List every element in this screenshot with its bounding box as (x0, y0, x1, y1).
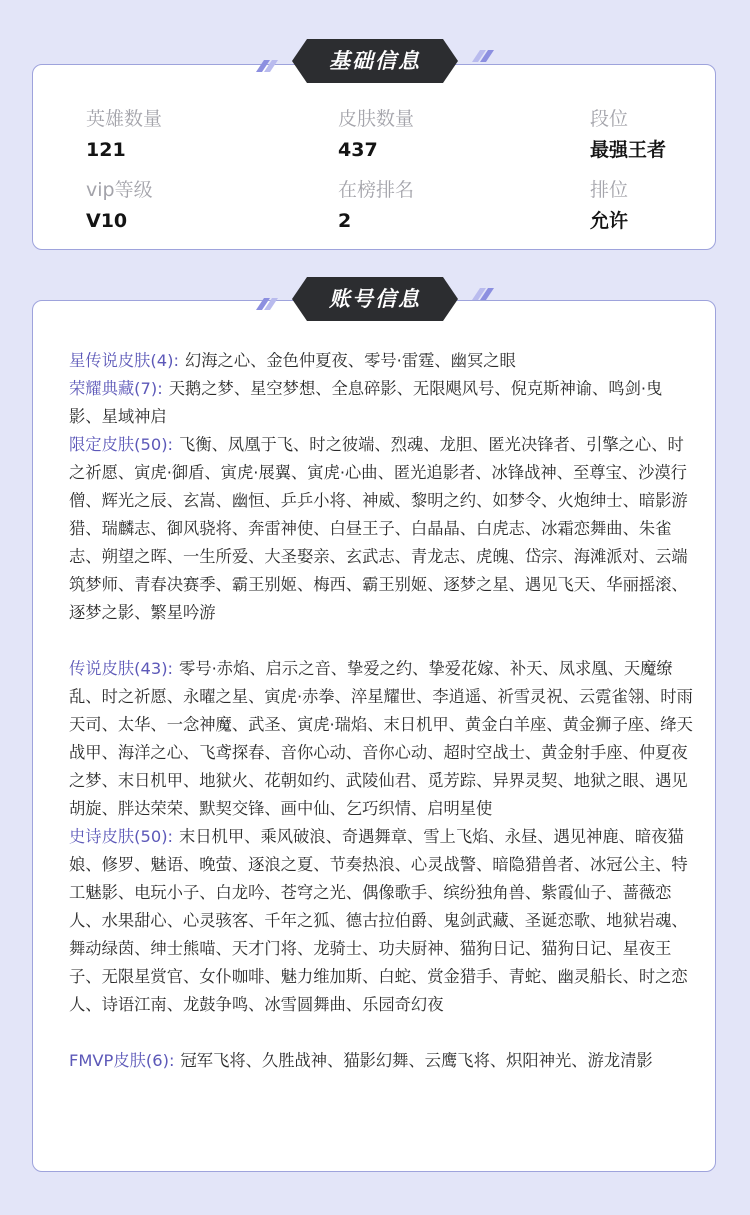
skin-items: 末日机甲、乘风破浪、奇遇舞章、雪上飞焰、永昼、遇见神鹿、暗夜猫娘、修罗、魅语、晚萤、逐浪之夏、节奏热浪、心灵战警、暗隐猎兽者、冰冠公主、特工魅影、电玩小子、白龙吟、苍穹之光、偶像歌手、缤纷独角兽、紫霞仙子、蔷薇恋人、水果甜心、心灵骇客、千年之狐、德古拉伯爵、鬼剑武藏、圣诞恋歌、地狱岩魂、舞动绿茵、绅士熊喵、天才门将、龙骑士、功夫厨神、猫狗日记、猫狗日记、星夜王子、无限星赏官、女仆咖啡、魅力维加斯、白蛇、赏金猎手、青蛇、幽灵船长、时之恋人、诗语江南、龙鼓争鸣、冰雪圆舞曲、乐园奇幻夜 (69, 827, 688, 1014)
stat-label: 排位 (590, 179, 629, 201)
stat-rank-tier (590, 107, 666, 162)
section-title-basic (250, 38, 500, 84)
stat-value: 121 (86, 139, 126, 161)
stat-label: 皮肤数量 (338, 108, 415, 130)
skin-items: 飞衡、凤凰于飞、时之彼端、烈魂、龙胆、匿光决锋者、引擎之心、时之祈愿、寅虎·御盾、寅虎·展翼、寅虎·心曲、匿光追影者、冰锋战神、至尊宝、沙漠行僧、辉光之辰、玄嵩、幽恒、乒乒小将、神威、黎明之约、如梦令、火炮绅士、暗影游猎、瑞麟志、御风骁将、奔雷神使、白昼王子、白晶晶、白虎志、冰霜恋舞曲、朱雀志、朔望之晖、一生所爱、大圣娶亲、玄武志、青龙志、虎魄、岱宗、海滩派对、云端筑梦师、青春决赛季、霸王别姬、梅西、霸王别姬、逐梦之星、遇见飞天、华丽摇滚、逐梦之影、繁星吟游 (69, 435, 688, 622)
skin-category-label: 史诗皮肤(50) (69, 827, 168, 846)
stat-value: 2 (338, 210, 352, 232)
stat-label: vip等级 (86, 179, 153, 201)
skin-group-limited: 限定皮肤(50): 飞衡、凤凰于飞、时之彼端、烈魂、龙胆、匿光决锋者、引擎之心、时之祈愿、寅虎·御盾、寅虎·展翼、寅虎·心曲、匿光追影者、冰锋战神、至尊宝、沙漠行僧、辉光之辰、玄嵩、幽恒、乒乒小将、神威、黎明之约、如梦令、火炮绅士、暗影游猎、瑞麟志、御风骁将、奔雷神使、白昼王子、白晶晶、白虎志、冰霜恋舞曲、朱雀志、朔望之晖、一生所爱、大圣娶亲、玄武志、青龙志、虎魄、岱宗、海滩派对、云端筑梦师、青春决赛季、霸王别姬、梅西、霸王别姬、逐梦之星、遇见飞天、华丽摇滚、逐梦之影、繁星吟游 (69, 435, 688, 622)
stat-label: 在榜排名 (338, 179, 415, 201)
stat-leaderboard-rank (338, 178, 414, 233)
basic-info-card (32, 64, 716, 250)
account-info-card (32, 300, 716, 1172)
stat-label: 英雄数量 (86, 108, 163, 130)
skin-items: 零号·赤焰、启示之音、挚爱之约、挚爱花嫁、补天、凤求凰、天魔缭乱、时之祈愿、永曜之星、寅虎·赤拳、淬星耀世、李逍遥、祈雪灵祝、云霓雀翎、时雨天司、太华、一念神魔、武圣、寅虎·瑞焰、末日机甲、黄金白羊座、黄金狮子座、绛天战甲、海洋之心、飞鸢探春、音你心动、音你心动、超时空战士、黄金射手座、仲夏夜之梦、末日机甲、地狱火、花朝如约、武陵仙君、觅芳踪、异界灵契、地狱之眼、遇见胡旋、胖达荣荣、默契交锋、画中仙、乞巧织情、启明星使 (69, 659, 693, 818)
skin-category-label: 星传说皮肤(4) (69, 351, 174, 370)
stat-value: 437 (338, 139, 378, 161)
stat-label: 段位 (590, 108, 629, 130)
skin-category-label: 限定皮肤(50) (69, 435, 168, 454)
stat-value: 最强王者 (590, 139, 667, 161)
skin-group-epic: 史诗皮肤(50): 末日机甲、乘风破浪、奇遇舞章、雪上飞焰、永昼、遇见神鹿、暗夜猫娘、修罗、魅语、晚萤、逐浪之夏、节奏热浪、心灵战警、暗隐猎兽者、冰冠公主、特工魅影、电玩小子、白龙吟、苍穹之光、偶像歌手、缤纷独角兽、紫霞仙子、蔷薇恋人、水果甜心、心灵骇客、千年之狐、德古拉伯爵、鬼剑武藏、圣诞恋歌、地狱岩魂、舞动绿茵、绅士熊喵、天才门将、龙骑士、功夫厨神、猫狗日记、猫狗日记、星夜王子、无限星赏官、女仆咖啡、魅力维加斯、白蛇、赏金猎手、青蛇、幽灵船长、时之恋人、诗语江南、龙鼓争鸣、冰雪圆舞曲、乐园奇幻夜 (69, 827, 688, 1014)
stat-skin-count (338, 107, 414, 162)
skin-group-star-legend: 星传说皮肤(4): 幻海之心、金色仲夏夜、零号·雷霆、幽冥之眼 (69, 351, 516, 370)
skin-items: 幻海之心、金色仲夏夜、零号·雷霆、幽冥之眼 (184, 351, 516, 370)
skin-group-fmvp: FMVP皮肤(6): 冠军飞将、久胜战神、猫影幻舞、云鹰飞将、炽阳神光、游龙清影 (69, 1051, 653, 1070)
section-title-text: 账号信息 (329, 287, 421, 311)
stat-hero-count (86, 107, 162, 162)
stat-value: V10 (86, 210, 128, 232)
skin-category-label: FMVP皮肤(6) (69, 1051, 169, 1070)
stat-ranked-allowed (590, 178, 628, 233)
section-title-account (250, 276, 500, 322)
skin-group-legendary: 传说皮肤(43): 零号·赤焰、启示之音、挚爱之约、挚爱花嫁、补天、凤求凰、天魔缭乱、时之祈愿、永曜之星、寅虎·赤拳、淬星耀世、李逍遥、祈雪灵祝、云霓雀翎、时雨天司、太华、一念神魔、武圣、寅虎·瑞焰、末日机甲、黄金白羊座、黄金狮子座、绛天战甲、海洋之心、飞鸢探春、音你心动、音你心动、超时空战士、黄金射手座、仲夏夜之梦、末日机甲、地狱火、花朝如约、武陵仙君、觅芳踪、异界灵契、地狱之眼、遇见胡旋、胖达荣荣、默契交锋、画中仙、乞巧织情、启明星使 (69, 659, 693, 818)
skin-group-honor-collection: 荣耀典藏(7): 天鹅之梦、星空梦想、全息碎影、无限飓风号、倪克斯神谕、鸣剑·曳影、星域神启 (69, 379, 663, 426)
section-title-text: 基础信息 (329, 49, 421, 73)
stat-value: 允许 (590, 210, 629, 232)
skin-category-label: 荣耀典藏(7) (69, 379, 158, 398)
skin-list (69, 347, 693, 1075)
skin-items: 冠军飞将、久胜战神、猫影幻舞、云鹰飞将、炽阳神光、游龙清影 (180, 1051, 653, 1070)
stat-vip-level (86, 178, 153, 233)
skin-items: 天鹅之梦、星空梦想、全息碎影、无限飓风号、倪克斯神谕、鸣剑·曳影、星域神启 (69, 379, 663, 426)
skin-category-label: 传说皮肤(43) (69, 659, 168, 678)
